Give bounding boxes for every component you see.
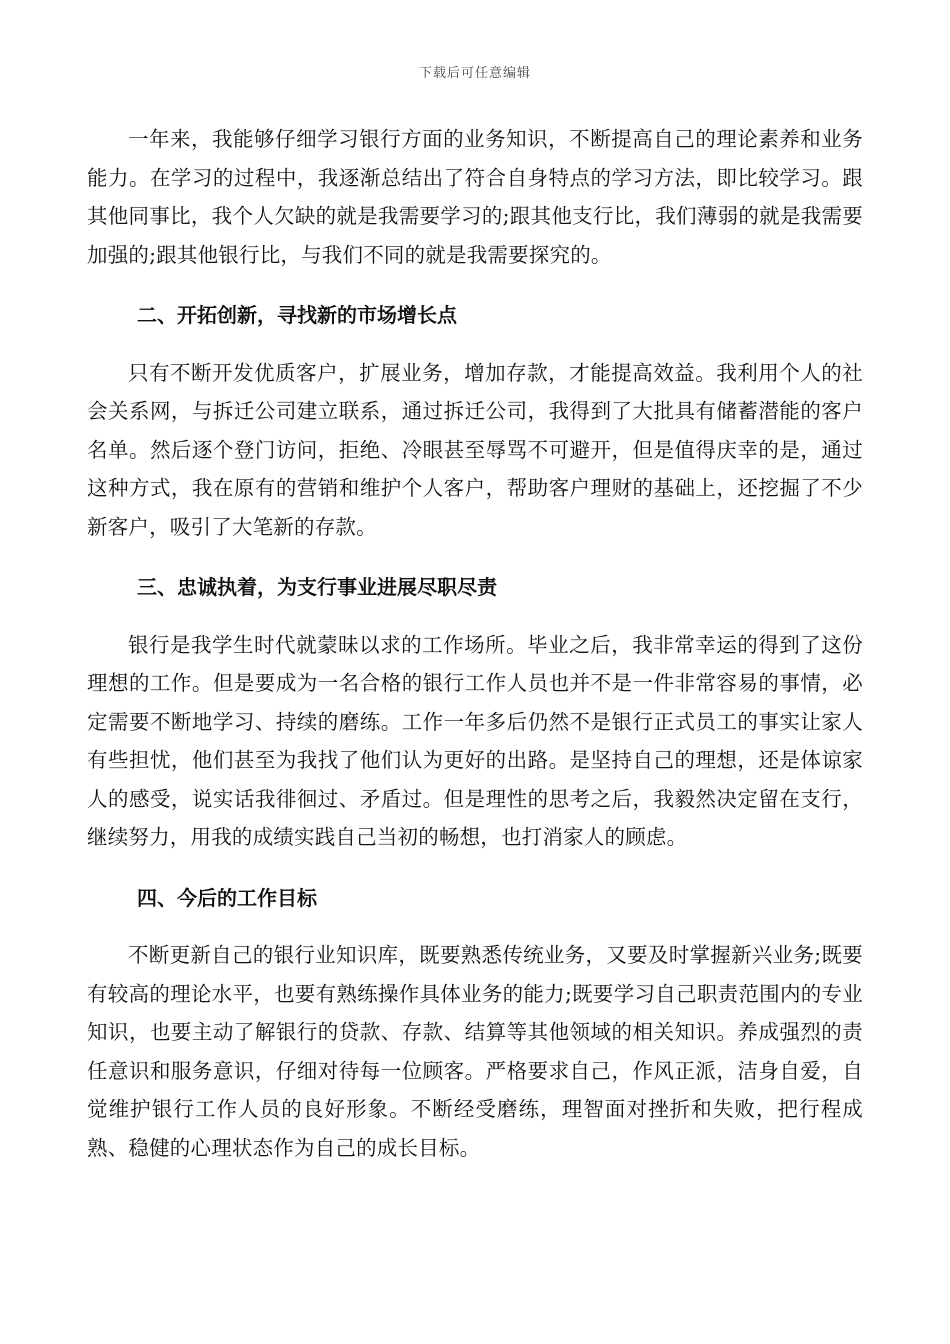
paragraph-goals: 不断更新自己的银行业知识库，既要熟悉传统业务，又要及时掌握新兴业务;既要有较高的理论水平，也要有熟练操作具体业务的能力;既要学习自己职责范围内的专业知识，也要主动了解银行的贷款、存款、结算等其他领域的相关知识。养成强烈的责任意识和服务意识，仔细对待每一位顾客。严格要求自己，作风正派，洁身自爱，自觉维护银行工作人员的良好形象。不断经受磨练，理智面对挫折和失败，把行程成熟、稳健的心理状态作为自己的成长目标。 [87, 943, 863, 1160]
section-heading-goals: 四、今后的工作目标 [137, 885, 317, 910]
page-header: 下载后可任意编辑 [418, 66, 531, 81]
paragraph-study: 一年来，我能够仔细学习银行方面的业务知识，不断提高自己的理论素养和业务能力。在学习的过程中，我逐渐总结出了符合自身特点的学习方法，即比较学习。跟其他同事比，我个人欠缺的就是我需要学习的;跟其他支行比，我们薄弱的就是我需要加强的;跟其他银行比，与我们不同的就是我需要探究的。 [87, 127, 863, 267]
section-heading-loyalty: 三、忠诚执着，为支行事业进展尽职尽责 [137, 575, 497, 599]
paragraph-innovation: 只有不断开发优质客户，扩展业务，增加存款，才能提高效益。我利用个人的社会关系网，与拆迁公司建立联系，通过拆迁公司，我得到了大批具有储蓄潜能的客户名单。然后逐个登门访问，拒绝、冷眼甚至辱骂不可避开，但是值得庆幸的是，通过这种方式，我在原有的营销和维护个人客户，帮助客户理财的基础上，还挖掘了不少新客户，吸引了大笔新的存款。 [87, 360, 863, 539]
paragraph-loyalty: 银行是我学生时代就蒙昧以求的工作场所。毕业之后，我非常幸运的得到了这份理想的工作。但是要成为一名合格的银行工作人员也并不是一件非常容易的事情，必定需要不断地学习、持续的磨练。工作一年多后仍然不是银行正式员工的事实让家人有些担忧，他们甚至为我找了他们认为更好的出路。是坚持自己的理想，还是体谅家人的感受，说实话我徘徊过、矛盾过。但是理性的思考之后，我毅然决定留在支行，继续努力，用我的成绩实践自己当初的畅想，也打消家人的顾虑。 [87, 632, 863, 849]
section-heading-innovation: 二、开拓创新，寻找新的市场增长点 [137, 303, 457, 327]
document-body [87, 120, 863, 1167]
